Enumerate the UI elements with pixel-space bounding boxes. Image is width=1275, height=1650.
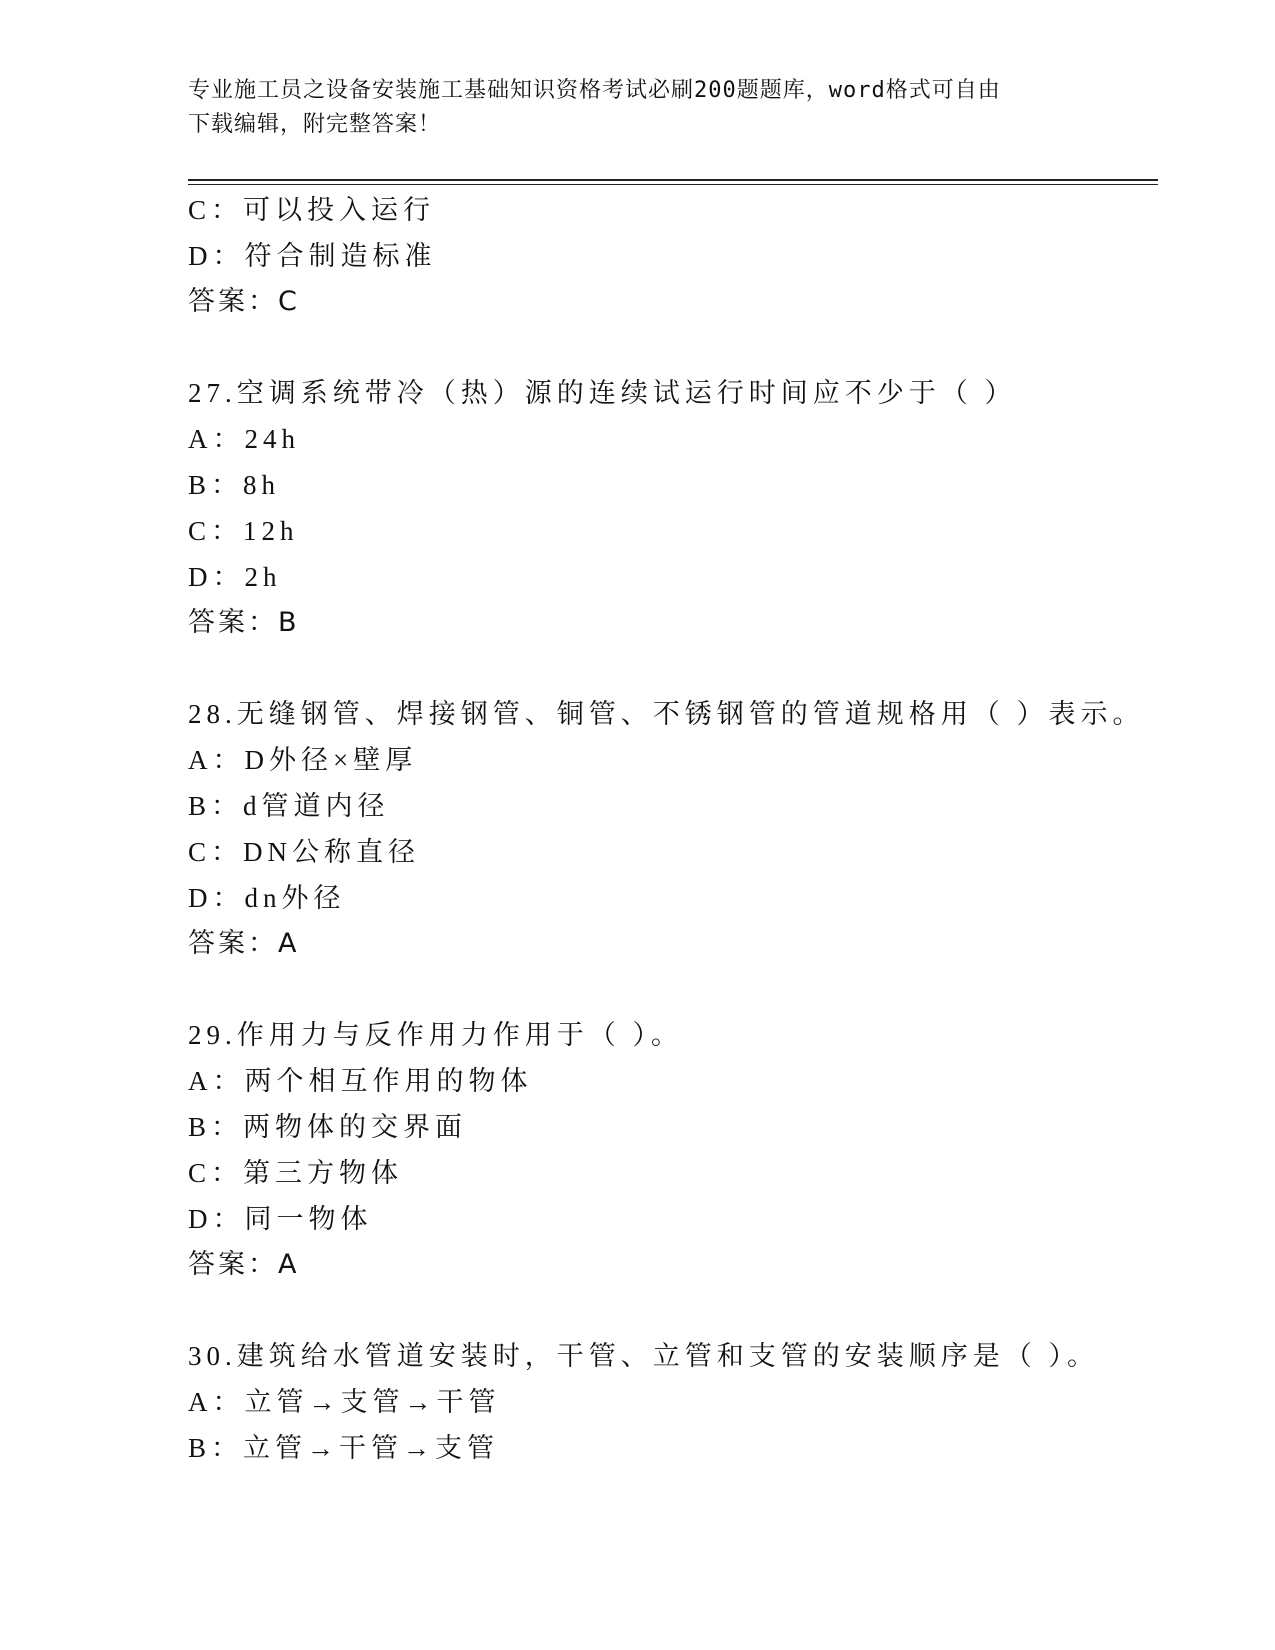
option-a: A：立管→支管→干管 <box>188 1387 501 1417</box>
question-block <box>188 691 1158 967</box>
option-b: B：两物体的交界面 <box>188 1112 468 1142</box>
header-divider-thin <box>188 184 1158 185</box>
header-divider-thick <box>188 179 1158 181</box>
question-text: 27.空调系统带冷（热）源的连续试运行时间应不少于（ ） <box>188 378 1017 408</box>
question-block <box>188 187 1158 325</box>
question-block <box>188 370 1158 646</box>
option-a: A：24h <box>188 424 300 454</box>
option-b: B：d管道内径 <box>188 791 390 821</box>
question-block <box>188 1333 1158 1471</box>
option-d: D：dn外径 <box>188 883 346 913</box>
answer-line: 答案：C <box>188 286 300 317</box>
answer-line: 答案：B <box>188 607 300 638</box>
document-header <box>188 74 1068 142</box>
block-spacer <box>188 967 1158 1012</box>
block-spacer <box>188 1288 1158 1333</box>
option-b: B：8h <box>188 470 281 500</box>
header-title-line-1: 专业施工员之设备安装施工基础知识资格考试必刷200题题库，word格式可自由 <box>188 78 1001 103</box>
option-c: C：第三方物体 <box>188 1158 404 1188</box>
answer-line: 答案：A <box>188 1249 300 1280</box>
question-text: 30.建筑给水管道安装时，干管、立管和支管的安装顺序是（ ）。 <box>188 1341 1099 1371</box>
question-list <box>188 187 1158 1471</box>
option-c: C：可以投入运行 <box>188 195 436 225</box>
option-c: C：12h <box>188 516 299 546</box>
question-block <box>188 1012 1158 1288</box>
block-spacer <box>188 325 1158 370</box>
option-d: D：符合制造标准 <box>188 241 437 271</box>
option-b: B：立管→干管→支管 <box>188 1433 500 1463</box>
option-d: D：同一物体 <box>188 1204 373 1234</box>
option-a: A：D外径×壁厚 <box>188 745 418 775</box>
header-title-line-2: 下载编辑，附完整答案！ <box>188 112 442 137</box>
question-text: 29.作用力与反作用力作用于（ ）。 <box>188 1020 683 1050</box>
question-text: 28.无缝钢管、焊接钢管、铜管、不锈钢管的管道规格用（ ）表示。 <box>188 699 1145 729</box>
option-a: A：两个相互作用的物体 <box>188 1066 533 1096</box>
answer-line: 答案：A <box>188 928 300 959</box>
option-c: C：DN公称直径 <box>188 837 421 867</box>
block-spacer <box>188 646 1158 691</box>
option-d: D：2h <box>188 562 282 592</box>
